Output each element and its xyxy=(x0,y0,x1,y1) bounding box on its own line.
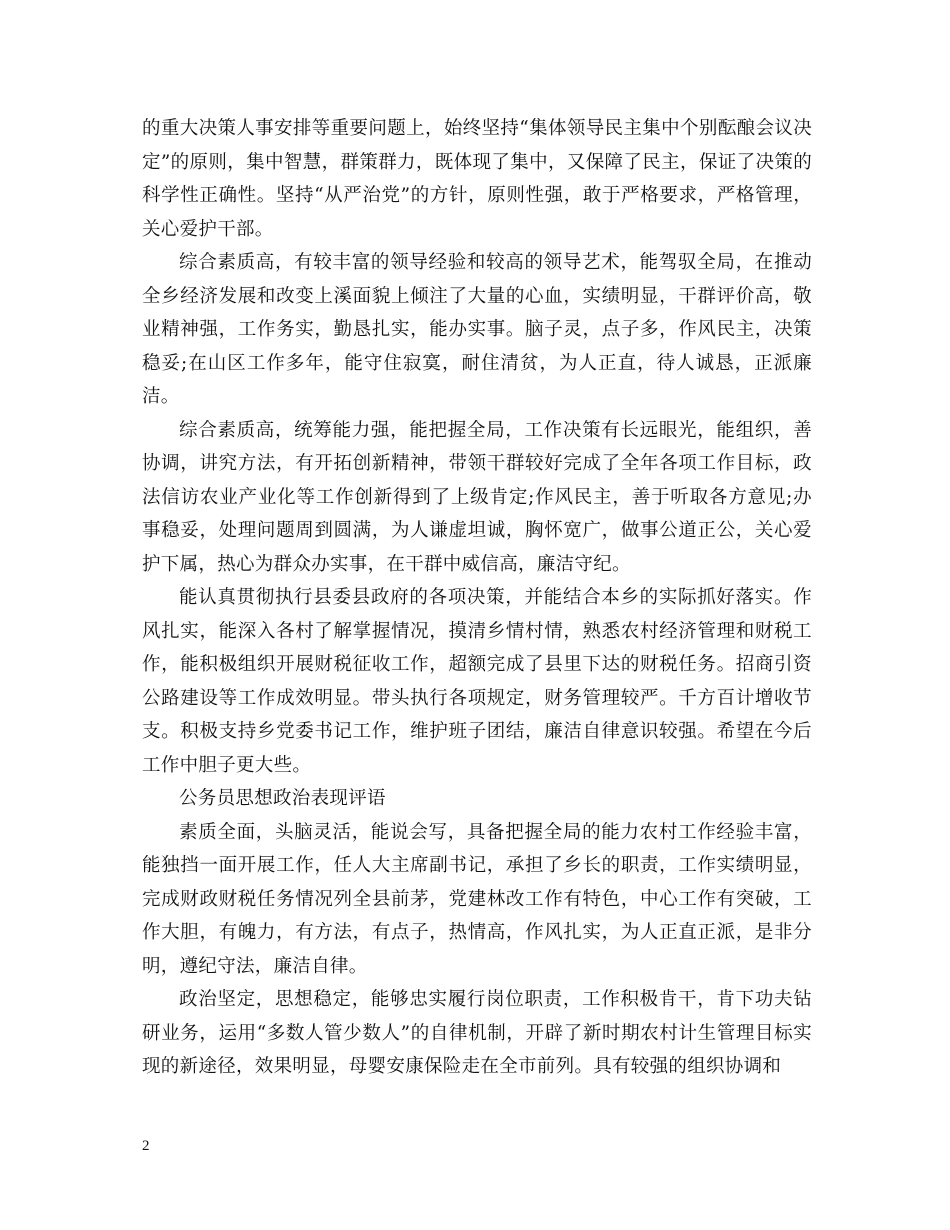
section-heading: 公务员思想政治表现评语 xyxy=(179,788,386,809)
paragraph-comment-6: 政治坚定，思想稳定，能够忠实履行岗位职责，工作积极肯干，肯下功夫钻研业务，运用“多数人管少数人”的自律机制，开辟了新时期农村计生管理目标实现的新途径，效果明显，母婴安康保险走在全市前列。具有较强的组织协调和 xyxy=(142,989,812,1077)
page-number: 2 xyxy=(142,1138,150,1154)
document-body xyxy=(142,112,812,1084)
paragraph-comment-3: 综合素质高，统筹能力强，能把握全局，工作决策有长远眼光，能组织，善协调，讲究方法，有开拓创新精神，带领干群较好完成了全年各项工作目标，政法信访农业产业化等工作创新得到了上级肯定;作风民主，善于听取各方意见;办事稳妥，处理问题周到圆满，为人谦虚坦诚，胸怀宽广，做事公道正公，关心爱护下属，热心为群众办实事，在干群中威信高，廉洁守纪。 xyxy=(142,419,812,575)
paragraph-continued: 的重大决策人事安排等重要问题上，始终坚持“集体领导民主集中个别酝酿会议决定”的原则，集中智慧，群策群力，既体现了集中，又保障了民主，保证了决策的科学性正确性。坚持“从严治党”的方针，原则性强，敢于严格要求，严格管理，关心爱护干部。 xyxy=(142,118,812,240)
paragraph-comment-2: 综合素质高，有较丰富的领导经验和较高的领导艺术，能驾驭全局，在推动全乡经济发展和改变上溪面貌上倾注了大量的心血，实绩明显，干群评价高，敬业精神强，工作务实，勤恳扎实，能办实事。脑子灵，点子多，作风民主，决策稳妥;在山区工作多年，能守住寂寞，耐住清贫，为人正直，待人诚恳，正派廉洁。 xyxy=(142,252,812,407)
paragraph-comment-4: 能认真贯彻执行县委县政府的各项决策，并能结合本乡的实际抓好落实。作风扎实，能深入各村了解掌握情况，摸清乡情村情，熟悉农村经济管理和财税工作，能积极组织开展财税征收工作，超额完成了县里下达的财税任务。招商引资公路建设等工作成效明显。带头执行各项规定，财务管理较严。千方百计增收节支。积极支持乡党委书记工作，维护班子团结，廉洁自律意识较强。希望在今后工作中胆子更大些。 xyxy=(142,587,812,776)
paragraph-comment-5: 素质全面，头脑灵活，能说会写，具备把握全局的能力农村工作经验丰富，能独挡一面开展工作，任人大主席副书记，承担了乡长的职责，工作实绩明显，完成财政财税任务情况列全县前茅，党建林改工作有特色，中心工作有突破，工作大胆，有魄力，有方法，有点子，热情高，作风扎实，为人正直正派，是非分明，遵纪守法，廉洁自律。 xyxy=(142,821,812,977)
